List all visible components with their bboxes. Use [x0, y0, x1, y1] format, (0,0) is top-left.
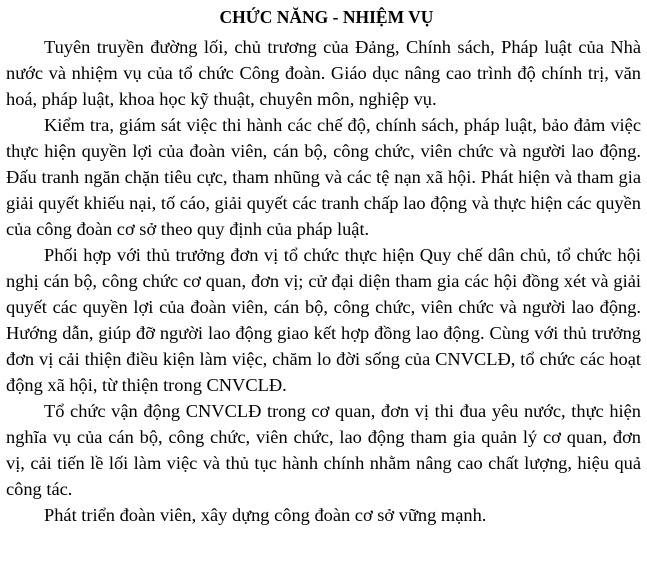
paragraph-inspection-supervision: Kiểm tra, giám sát việc thi hành các chế độ, chính sách, pháp luật, bảo đảm việc thực hiện quyền lợi của đoàn viên, cán bộ, công chức, viên chức và người lao động. Đấu tranh ngăn chặn tiêu cực, tham nhũng và các tệ nạn xã hội. Phát hiện và tham gia giải quyết khiếu nại, tố cáo, giải quyết các tranh chấp lao động và thực hiện các quyền của công đoàn cơ sở theo quy định của pháp luật.	[6, 115, 641, 239]
document-title: CHỨC NĂNG - NHIỆM VỤ	[219, 7, 434, 27]
paragraph-member-development: Phát triển đoàn viên, xây dựng công đoàn cơ sở vững mạnh.	[44, 505, 487, 525]
paragraph-mobilization: Tổ chức vận động CNVCLĐ trong cơ quan, đơn vị thi đua yêu nước, thực hiện nghĩa vụ của cán bộ, công chức, viên chức, lao động tham gia quản lý cơ quan, đơn vị, cải tiến lề lối làm việc và thủ tục hành chính nhằm nâng cao chất lượng, hiệu quả công tác.	[6, 401, 641, 499]
paragraph-propaganda-education: Tuyên truyền đường lối, chủ trương của Đảng, Chính sách, Pháp luật của Nhà nước và nhiệm vụ của tổ chức Công đoàn. Giáo dục nâng cao trình độ chính trị, văn hoá, pháp luật, khoa học kỹ thuật, chuyên môn, nghiệp vụ.	[6, 37, 641, 109]
paragraph-coordination: Phối hợp với thủ trưởng đơn vị tổ chức thực hiện Quy chế dân chủ, tổ chức hội nghị cán bộ, công chức cơ quan, đơn vị; cử đại diện tham gia các hội đồng xét và giải quyết các quyền lợi của đoàn viên, cán bộ, công chức, viên chức và người lao động. Hướng dẫn, giúp đỡ người lao động giao kết hợp đồng lao động. Cùng với thủ trưởng đơn vị cải thiện điều kiện làm việc, chăm lo đời sống của CNVCLĐ, tổ chức các hoạt động xã hội, từ thiện trong CNVCLĐ.	[6, 245, 641, 395]
